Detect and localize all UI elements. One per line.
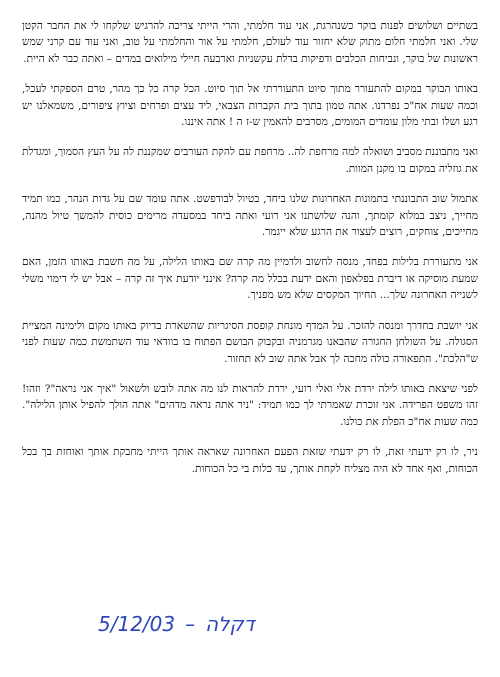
paragraph-4: אתמול שוב התבוננתי בתמונות האחרונות שלנו ביחד, בטיול לבודפשט. אתה עומד שם על גדות הנהר, כמו תמיד מחייך, ניצב במלוא קומתך, והנה שלושתנו אני רועי ואתה ביחד במסעדה מרימים כוסית להמשך טיול מהנה, מחייכים, צוחקים, רוצים לעצור את הרגע שלא ייגמר.: [22, 193, 478, 239]
signature-dash: –: [185, 612, 196, 636]
paragraph-3: ואני מתבוננת מסביב ושואלה למה מרחפת לה.. מרחפת עם להקת העורבים שמקננת לה על העץ הסמוך, ומגדלת את גוזליה במקום בו מקנן המוות.: [22, 146, 478, 175]
signature-date: 5/12/03: [98, 612, 176, 636]
paragraph-8: ניר, לו רק ידעתי זאת, לו רק ידעתי שזאת הפעם האחרונה שאראה אותך הייתי מחבקת אותך ואוחזת בך בכל הכוחות, ואף אחד לא היה מצליח לקחת אותך, עד כלות בי כל הכוחות.: [22, 446, 478, 475]
paragraph-1: בשתיים ושלושים לפנות בוקר כשנהרגת, אני עוד חלמתי, והרי הייתי צריכה להרגיש שלקחו לי את החבר הקטן שלי. ואני חלמתי חלום מתוק שלא יחזור עוד לעולם, חלמתי על אור והחלמתי על טוב, ואני עוד עם קרני שמש ראשונות של בוקר, ונביחות הכלבים ודפיקות בדלת עקשניות וארבעה חיילי מילואים במדים – ואתה כבר לא היית.: [22, 20, 478, 65]
signature-name: דקלה: [205, 612, 255, 636]
paragraph-6: אני יושבת בחדרך ומנסה להזכר. על המדף מונחת קופסת הסיגריות שהשארת בדיוק באותו מקום ולימינה המציית הסגולה. על השולחן החגורה שהבאנו מגרמניה ובקבוק הבושם הפתוח בו בוודאי עוד השתמשת כמה שעות לפני ש"הלכת". התפאורה כולה מחכה לך אבל אתה שוב לא תחזור.: [22, 319, 478, 365]
paragraph-2: באותו הבוקר במקום להתעורר מתוך סיוט התעוררתי אל תוך סיוט. הכל קרה כל כך מהר, טרם הספקתי לעכל, וכמה שעות אח"כ נפרדנו. אתה טמון בתוך בית הקברות הצבאי, ליד עצים ופרחים וציוץ ציפורים, משמאלנו יש רגע ושלו ובתי מלון עומדים המומים, מסרבים להאמין ש-ז ה ! אתה איננו.: [22, 83, 478, 129]
handwritten-signature: [98, 612, 255, 636]
letter-body: [22, 18, 478, 491]
paragraph-7: לפני שיצאת באותו לילה ירדת אלי ואלי רועי, ירדת להראות לנו מה אתה לובש ולשאול "איך אני נראה"? וזהו! זהו משפט הפרידה. אני זוכרת שאמרתי לך כמו תמיד: "ניר אתה נראה מדהים" אתה הולך להפיל אותן הלילה". כמה שעות אח"כ הפלת את כולנו.: [22, 382, 478, 428]
paragraph-5: אני מתעוררת בלילות בפחד, מנסה לחשוב ולדמיין מה קרה שם באותו הלילה, על מה חשבת באותו הזמן, האם שמעת מוסיקה או דיברת בפלאפון והאם ידעת בכלל מה קרה? אינני יודעת איך זה קרה – אבל יש לי דימוי משלי לשנייה האחרונה שלך... החיוך המקסים שלא מש מפניך.: [22, 256, 478, 302]
